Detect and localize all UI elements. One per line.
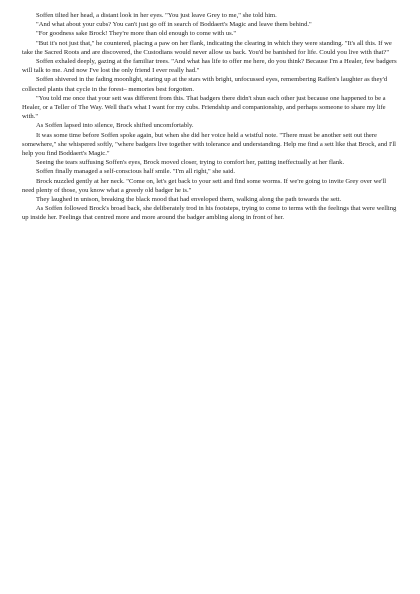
paragraph: As Soffen followed Brock's broad back, she deliberately trod in his footsteps, trying to come to terms with the feelings that were welling up inside her. Feelings that centred more and more around the badger ambling along in front of her.	[22, 205, 397, 222]
paragraph: "For goodness sake Brock! They're more than old enough to come with us."	[36, 30, 237, 38]
paragraph: "You told me once that your sett was different from this. That badgers there didn't shun each other just because one happened to be a Healer, or a Teller of The Way. Well that's what I want for my cubs. Friendship and companionship, and perhaps someone to share my life with."	[22, 94, 386, 121]
body-text	[22, 11, 398, 223]
paragraph: Soffen finally managed a self-conscious half smile. "I'm all right," she said.	[36, 168, 236, 176]
paragraph: Seeing the tears suffusing Soffen's eyes, Brock moved closer, trying to comfort her, patting ineffectually at her flank.	[36, 159, 345, 167]
paragraph: Soffen shivered in the fading moonlight, staring up at the stars with bright, unfocussed eyes, remembering Raffen's laughter as they'd collected plants that cycle in the forest– memories best forgotten.	[22, 76, 388, 93]
paragraph: Brock nuzzled gently at her neck. "Come on, let's get back to your sett and find some worms. If we're going to invite Grey over we'll need plenty of those, you know what a greedy old badger he is."	[22, 177, 387, 194]
paragraph: "And what about your cubs? You can't just go off in search of Boddaert's Magic and leave them behind."	[36, 21, 312, 29]
paragraph: "But it's not just that," he countered, placing a paw on her flank, indicating the clearing in which they were standing. "It's all this. If we take the Sacred Roots and are discovered, the Custodians would never allow us back. You'd be banished for life. Could you live with that?"	[22, 39, 392, 56]
paragraph: Soffen tilted her head, a distant look in her eyes. "You just leave Grey to me," she told him.	[36, 12, 277, 19]
paragraph: It was some time before Soffen spoke again, but when she did her voice held a wistful note. "There must be another sett out there somewhere," she whispered softly, "where badgers live together with tolerance and understanding. Help me find a sett like that Brock, and I'll help you find Boddaert's Magic."	[22, 131, 396, 158]
paragraph: Soffen exhaled deeply, gazing at the familiar trees. "And what has life to offer me here, do you think? Because I'm a Healer, few badgers will talk to me. And now I've lost the only friend I ever really had."	[22, 58, 397, 75]
paragraph: They laughed in unison, breaking the black mood that had enveloped them, walking along the path towards the sett.	[36, 196, 342, 204]
paragraph: As Soffen lapsed into silence, Brock shifted uncomfortably.	[36, 122, 194, 130]
